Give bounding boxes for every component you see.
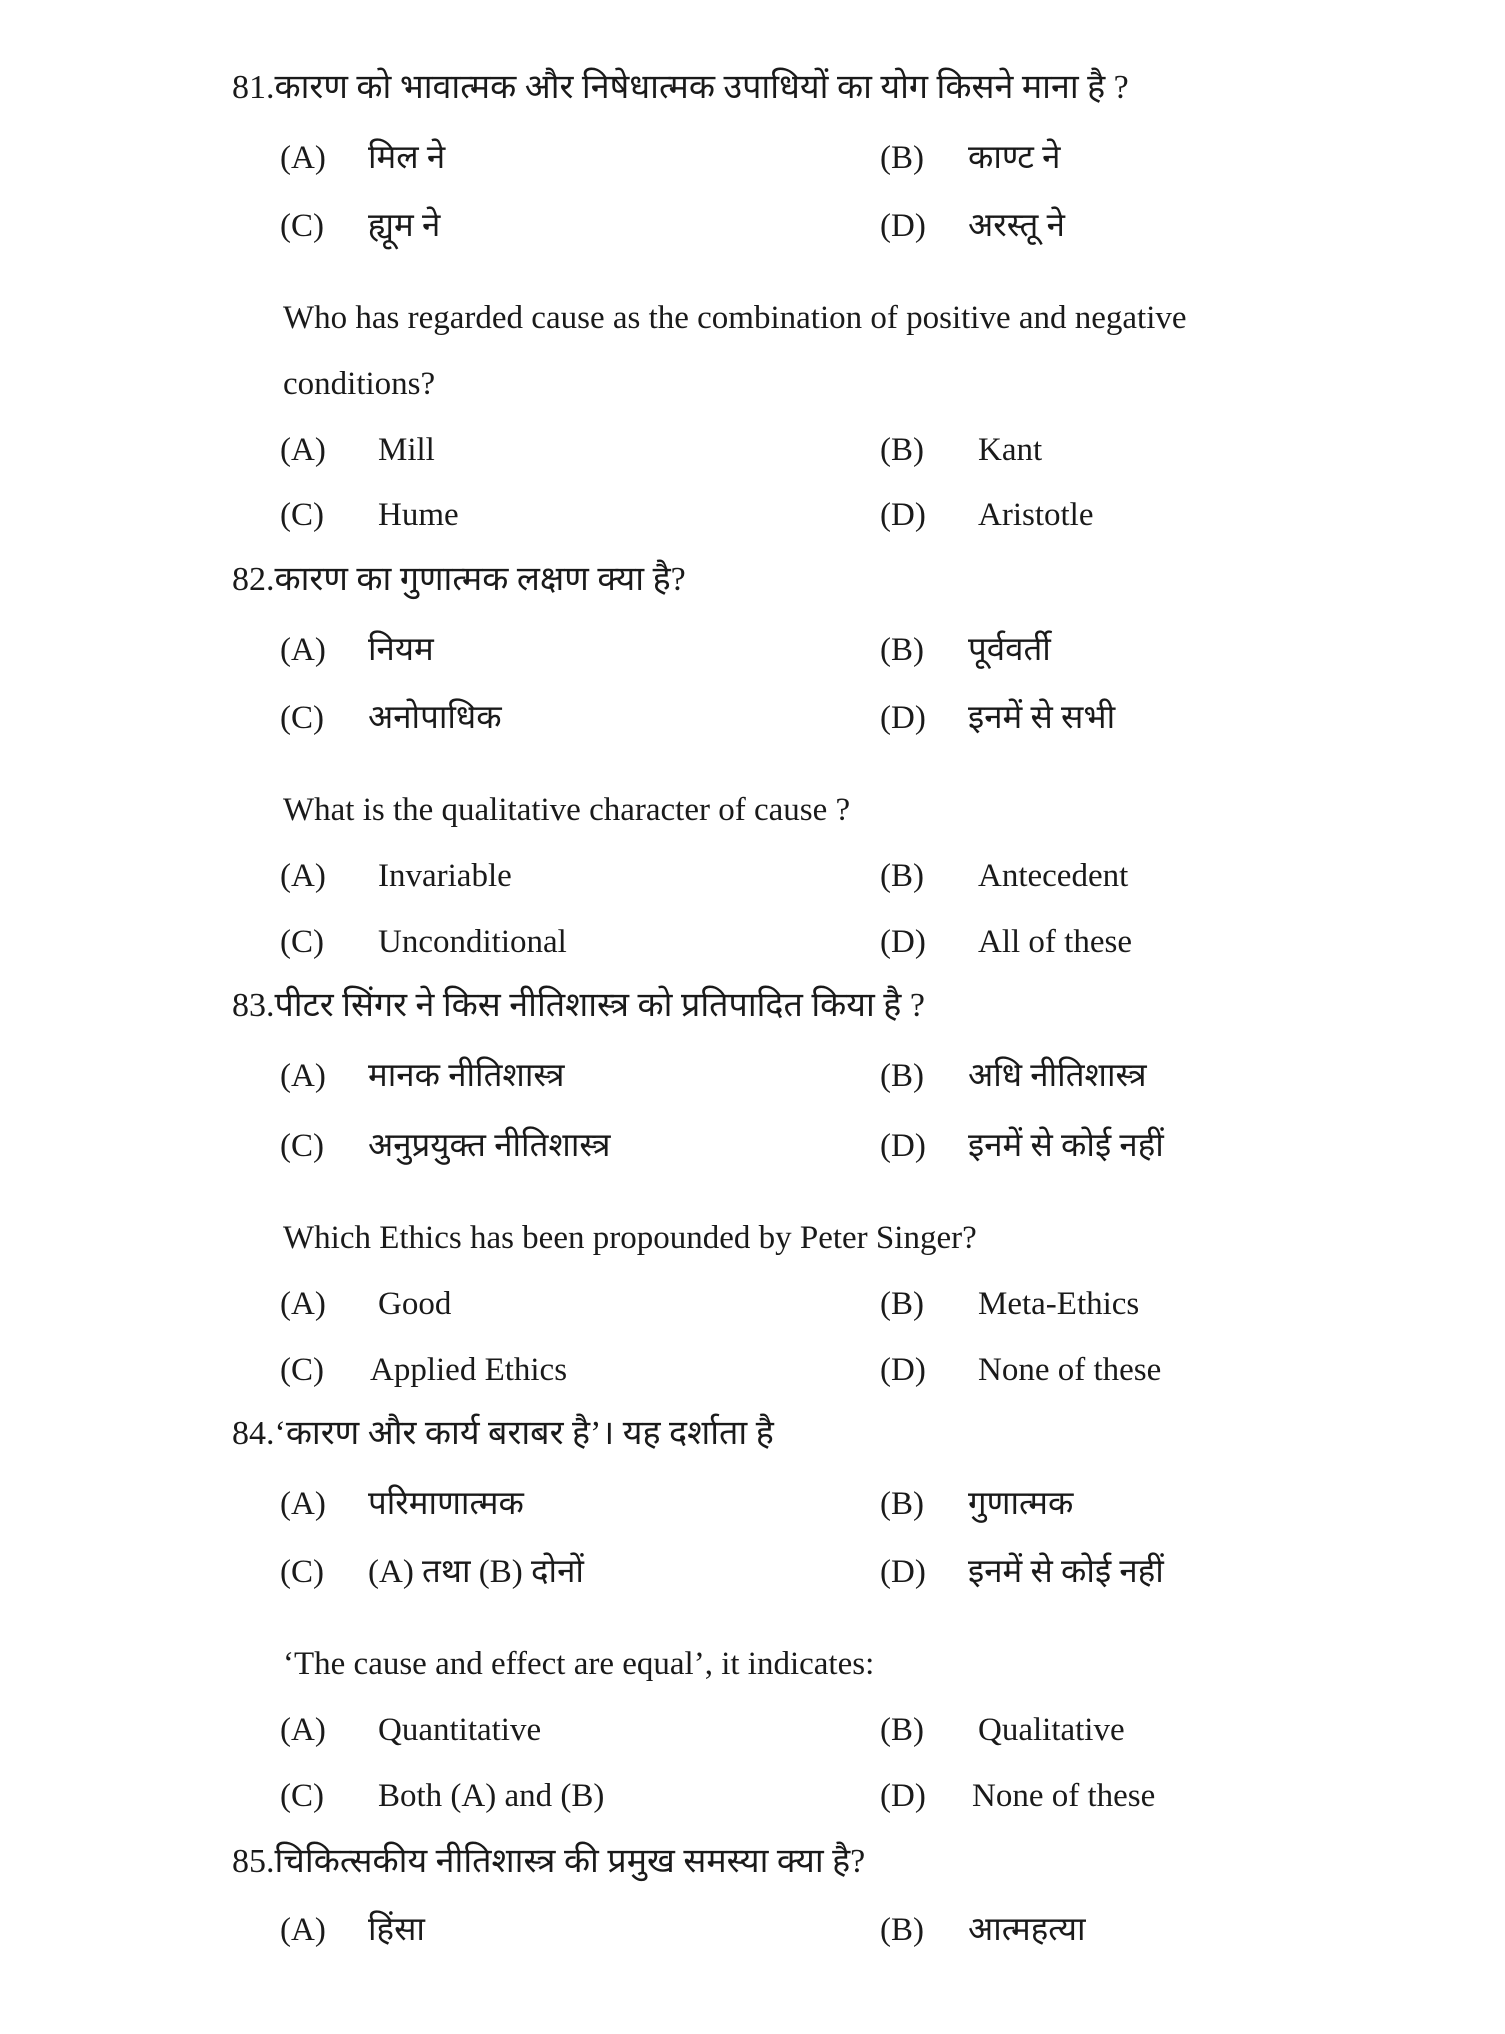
q83-hi-option-b: (B) अधि नीतिशास्त्र (880, 1058, 1147, 1094)
q83-hi-option-a: (A) मानक नीतिशास्त्र (280, 1058, 565, 1094)
q85-hi-option-a: (A) हिंसा (280, 1912, 425, 1948)
q83-en-option-a: (A) Good (280, 1286, 452, 1322)
q82-en-option-d: (D) All of these (880, 924, 1132, 960)
question-81-english-line2: conditions? (283, 366, 436, 402)
q83-hi-option-d: (D) इनमें से कोई नहीं (880, 1128, 1164, 1164)
q81-en-option-c: (C) Hume (280, 497, 459, 533)
q81-hi-option-d: (D) अरस्तू ने (880, 208, 1065, 244)
question-84-english: ‘The cause and effect are equal’, it indicates: (283, 1646, 875, 1682)
q84-hi-option-c: (C) (A) तथा (B) दोनों (280, 1554, 584, 1590)
q84-en-option-a: (A) Quantitative (280, 1712, 542, 1748)
q83-en-option-b: (B) Meta-Ethics (880, 1286, 1140, 1322)
q81-hi-option-b: (B) काण्ट ने (880, 140, 1061, 176)
q82-en-option-a: (A) Invariable (280, 858, 512, 894)
q82-en-option-b: (B) Antecedent (880, 858, 1129, 894)
question-84-hindi: 84.‘कारण और कार्य बराबर है’। यह दर्शाता है (232, 1415, 774, 1452)
q84-hi-option-d: (D) इनमें से कोई नहीं (880, 1554, 1164, 1590)
q84-en-option-d: (D) None of these (880, 1778, 1156, 1814)
question-82-english: What is the qualitative character of cause ? (283, 792, 851, 828)
q82-hi-option-a: (A) नियम (280, 632, 434, 668)
q82-hi-option-d: (D) इनमें से सभी (880, 700, 1116, 736)
q81-en-option-d: (D) Aristotle (880, 497, 1094, 533)
q83-hi-option-c: (C) अनुप्रयुक्त नीतिशास्त्र (280, 1128, 611, 1164)
q84-en-option-c: (C) Both (A) and (B) (280, 1778, 605, 1814)
q84-hi-option-a: (A) परिमाणात्मक (280, 1486, 524, 1522)
question-82-hindi: 82.कारण का गुणात्मक लक्षण क्या है? (232, 561, 686, 598)
q81-en-option-a: (A) Mill (280, 432, 435, 468)
q81-en-option-b: (B) Kant (880, 432, 1043, 468)
q84-hi-option-b: (B) गुणात्मक (880, 1486, 1074, 1522)
question-81-english-line1: Who has regarded cause as the combination of positive and negative (283, 300, 1187, 336)
question-85-hindi: 85.चिकित्सकीय नीतिशास्त्र की प्रमुख समस्या क्या है? (232, 1843, 866, 1880)
q81-hi-option-c: (C) ह्यूम ने (280, 208, 441, 244)
question-83-hindi: 83.पीटर सिंगर ने किस नीतिशास्त्र को प्रतिपादित किया है ? (232, 987, 925, 1024)
q82-hi-option-b: (B) पूर्ववर्ती (880, 632, 1051, 668)
q82-en-option-c: (C) Unconditional (280, 924, 567, 960)
q81-hi-option-a: (A) मिल ने (280, 140, 446, 176)
q83-en-option-c: (C) Applied Ethics (280, 1352, 568, 1388)
q84-en-option-b: (B) Qualitative (880, 1712, 1125, 1748)
q83-en-option-d: (D) None of these (880, 1352, 1162, 1388)
question-81-hindi: 81.कारण को भावात्मक और निषेधात्मक उपाधियों का योग किसने माना है ? (232, 69, 1129, 106)
q82-hi-option-c: (C) अनोपाधिक (280, 700, 502, 736)
q85-hi-option-b: (B) आत्महत्या (880, 1912, 1086, 1948)
question-83-english: Which Ethics has been propounded by Peter Singer? (283, 1220, 977, 1256)
